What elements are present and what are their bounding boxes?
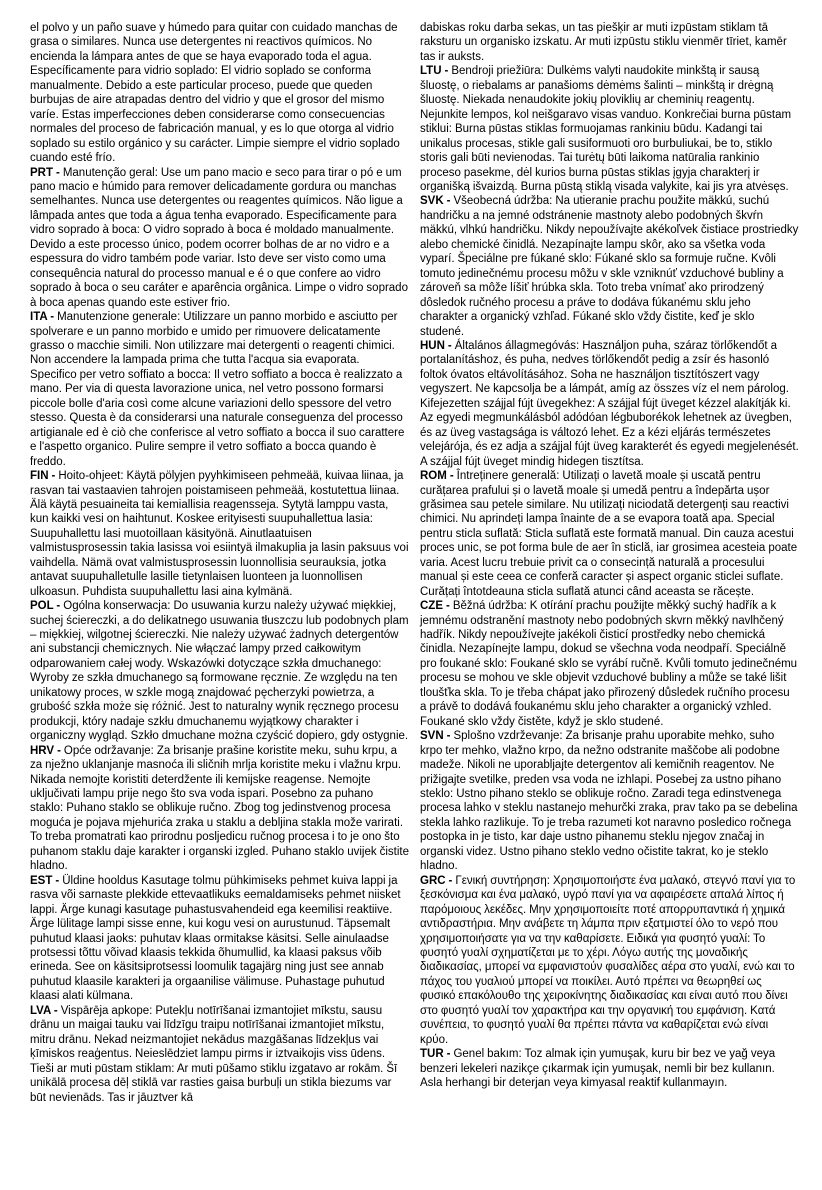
- code-separator: -: [443, 730, 454, 743]
- code-separator: -: [47, 311, 58, 324]
- section-text: Ogólna konserwacja: Do usuwania kurzu należy używać miękkiej, suchej ściereczki, a do delikatnego usuwania tłuszczu lub podobnych plam – miękkiej, wilgotnej ściereczki. Nie należy używać żadnych detergentów ani substancji chemicznych. Nie włączać lampy przed całkowitym odparowaniem całej wody. Wskazówki dotyczące szkła dmuchanego: Wyroby ze szkła dmuchanego są formowane ręcznie. Ze względu na ten unikatowy proces, w szkle mogą znajdować pęcherzyki powietrza, a grubość szkła może się różnić. Jest to naturalny wynik ręcznego procesu produkcji, który nadaje szkłu dmuchanemu wyjątkowy charakter i organiczny wygląd. Szkło dmuchane można czyścić dopiero, gdy ostygnie.: [30, 600, 409, 743]
- section-text: Manutenção geral: Use um pano macio e seco para tirar o pó e um pano macio e húmido para remover delicadamente gordura ou manchas semelhantes. Nunca use detergentes ou reagentes químicos. Não ligue a lâmpada antes que toda a água tenha evaporado. Especificamente para vidro soprado à boca: O vidro soprado à boca é moldado manualmente. Devido a este processo único, podem ocorrer bolhas de ar no vidro e a espessura do vidro também pode variar. Isto deve ser visto como uma consequência natural do processo manual e é o que confere ao vidro soprado à boca o seu caráter e aparência orgânica. Limpe o vidro soprado à boca apenas quando este estiver frio.: [30, 166, 408, 309]
- language-section: [420, 339, 799, 469]
- language-section: [420, 729, 799, 874]
- code-separator: -: [444, 339, 455, 352]
- language-code: SVN: [420, 730, 444, 743]
- code-separator: -: [446, 470, 457, 483]
- code-separator: -: [48, 470, 59, 483]
- language-code: FIN: [30, 470, 49, 483]
- code-separator: -: [445, 874, 456, 887]
- section-text: dabiskas roku darba sekas, un tas piešķir ar muti izpūstam stiklam tā raksturu un organisko izskatu. Ar muti izpūstu stiklu vienmēr tīriet, kamēr tas ir auksts.: [420, 22, 787, 63]
- language-code: SVK: [420, 195, 444, 208]
- language-section: [420, 599, 799, 729]
- code-separator: -: [441, 65, 452, 78]
- language-section: [420, 469, 799, 599]
- code-separator: -: [53, 166, 63, 179]
- language-section: [420, 1047, 799, 1090]
- language-code: POL: [30, 600, 54, 613]
- section-text: Splošno vzdrževanje: Za brisanje prahu uporabite mehko, suho krpo ter mehko, vlažno krpo, da nežno odstranite maščobe ali podobne madeže. Nikoli ne uporabljajte detergentov ali kemičnih reagentov. Ne prižigajte svetilke, preden vsa voda ne izhlapi. Posebej za ustno pihano steklo: Ustno pihano steklo se oblikuje ročno. Zaradi tega edinstvenega procesa lahko v steklu nastanejo mehurčki zraka, prav tako pa se debelina stekla lahko razlikuje. To je treba razumeti kot naravno posledico ročnega postopka in je tisto, kar daje ustno pihanemu steklu njegov značaj in organski videz. Ustno pihano steklo vedno očistite takrat, ko je steklo hladno.: [420, 730, 798, 873]
- language-code: HRV: [30, 744, 55, 757]
- language-code: EST: [30, 874, 53, 887]
- language-code: PRT: [30, 166, 53, 179]
- language-code: HUN: [420, 339, 445, 352]
- language-section: [30, 874, 409, 1004]
- section-text: Întreținere generală: Utilizați o lavetă moale și uscată pentru curățarea prafului și o lavetă moale și umedă pentru a îndepărta ușor grăsimea sau petele similare. Nu utilizați niciodată detergenți sau reactivi chimici. Nu aprindeți lampa înainte de a se evapora toată apa. Special pentru sticla suflată: Sticla suflată este formată manual. Din cauza acestui proces unic, se pot forma bule de aer în sticlă, iar grosimea acesteia poate varia. Acest lucru trebuie privit ca o consecință naturală a procesului manual și este ceea ce conferă caracter și aspect organic sticlei suflate. Curățați întotdeauna sticla suflată atunci când aceasta se răcește.: [420, 470, 798, 598]
- code-separator: -: [443, 195, 454, 208]
- section-text: Üldine hooldus Kasutage tolmu pühkimiseks pehmet kuiva lappi ja rasva või sarnaste plekkide ettevaatlikuks eemaldamiseks pehmet niisket lappi. Ärge kunagi kasutage puhastusvahendeid ega keemilisi reaktiive. Ärge lülitage lampi sisse enne, kui kogu vesi on aurustunud. Täpsemalt puhutud klaasi jaoks: puhutav klaas ormitakse käsitsi. Selle ainulaadse protsessi tõttu võivad klaasis tekkida õhumullid, ka klaasi paksus võib erineda. See on käsitsiprotsessi loomulik tagajärg ning just see annab puhutud klaasile karakteri ja orgaanilise välimuse. Puhastage puhutud klaasi alati külmana.: [30, 874, 401, 1003]
- language-section: [30, 166, 409, 311]
- language-code: ITA: [30, 311, 48, 324]
- text-column-left: [30, 21, 409, 1190]
- text-column-right: [420, 21, 799, 1190]
- section-text: Manutenzione generale: Utilizzare un panno morbido e asciutto per spolverare e un panno morbido e umido per rimuovere delicatamente grasso o macchie simili. Non utilizzare mai detergenti o reagenti chimici. Non accendere la lampada prima che tutta l'acqua sia evaporata. Specifico per vetro soffiato a bocca: Il vetro soffiato a bocca è realizzato a mano. Per via di questa lavorazione unica, nel vetro possono formarsi piccole bolle d'aria così come alcune variazioni dello spessore del vetro stesso. Questa è da considerarsi una naturale conseguenza del processo artigianale ed è ciò che conferisce al vetro soffiato a bocca il suo carattere e l'aspetto organico. Pulire sempre il vetro soffiato a bocca quando è freddo.: [30, 311, 405, 468]
- section-text: Vispārēja apkope: Putekļu notīrīšanai izmantojiet mīkstu, sausu drānu un maigai tauku vai līdzīgu traipu notīrīšanai izmantojiet mīkstu, mitru drānu. Nekad neizmantojiet nekādus mazgāšanas līdzekļus vai ķīmiskos reaģentus. Neieslēdziet lampu pirms ir iztvaikojis viss ūdens. Tieši ar muti pūstam stiklam: Ar muti pūšamo stiklu izgatavo ar rokām. Šī unikālā procesa dēļ stiklā var rasties gaisa burbuļi un stikla biezums var būt nevienāds. Tas ir jāuztver kā: [30, 1004, 398, 1104]
- language-section: [30, 744, 409, 874]
- language-section: [420, 21, 799, 64]
- section-text: Opće održavanje: Za brisanje prašine koristite meku, suhu krpu, a za nježno uklanjanje masnoća ili sličnih mrlja koristite meku i vlažnu krpu. Nikada nemojte koristiti deterdžente ili kemijske reagense. Nemojte uključivati lampu prije nego što sva voda ispari. Posebno za puhano staklo: Puhano staklo se oblikuje ručno. Zbog tog jedinstvenog procesa moguća je pojava mjehurića zraka u staklu a debljina stakla može varirati. To treba promatrati kao prirodnu posljedicu ručnog procesa i to je ono što puhanom staklu daje karakter i organski izgled. Puhano staklo uvijek čistite hladno.: [30, 744, 409, 873]
- language-section: [420, 874, 799, 1047]
- language-section: [420, 64, 799, 194]
- language-code: ROM: [420, 470, 447, 483]
- code-separator: -: [53, 600, 64, 613]
- section-text: Γενική συντήρηση: Χρησιμοποιήστε ένα μαλακό, στεγνό πανί για το ξεσκόνισμα και ένα μαλακό, υγρό πανί για να αφαιρέσετε απαλά λίπος ή παρόμοιους λεκέδες. Μην χρησιμοποιείτε ποτέ απορρυπαντικά ή χημικά αντιδραστήρια. Μην ανάβετε τη λάμπα πριν εξατμιστεί όλο το νερό που χρησιμοποιήσατε για να την καθαρίσετε. Ειδικά για φυσητό γυαλί: Το φυσητό γυαλί σχηματίζεται με το χέρι. Λόγω αυτής της μοναδικής διαδικασίας, μπορεί να εμφανιστούν φυσαλίδες αέρα στο γυαλί, ενώ και το πάχος του γυαλιού μπορεί να ποικίλει. Αυτό πρέπει να θεωρηθεί ως φυσικό επακόλουθο της χειροκίνητης διαδικασίας και είναι αυτό που δίνει στο φυσητό γυαλί τον χαρακτήρα και την οργανική του εμφάνιση. Κατά συνέπεια, το φυσητό γυαλί θα πρέπει πάντα να καθαρίζεται ενώ είναι κρύο.: [420, 874, 796, 1046]
- section-text: Všeobecná údržba: Na utieranie prachu použite mäkkú, suchú handričku a na jemné odstránenie mastnoty alebo podobných škvŕn mäkkú, vlhkú handričku. Nikdy nepoužívajte akékoľvek čistiace prostriedky alebo chemické činidlá. Nezapínajte lampu skôr, ako sa všetka voda vyparí. Špeciálne pre fúkané sklo: Fúkané sklo sa formuje ručne. Kvôli tomuto jedinečnému procesu môžu v skle vzniknúť vzduchové bubliny a zároveň sa môže líšiť hrúbka skla. Toto treba vnímať ako prirodzený dôsledok ručného procesu a práve to dodáva fúkanému sklu jeho charakter a organický vzhľad. Fúkané sklo vždy čistite, keď je sklo studené.: [420, 195, 799, 338]
- language-section: [30, 310, 409, 469]
- code-separator: -: [443, 1048, 454, 1061]
- code-separator: -: [443, 600, 453, 613]
- language-section: [30, 599, 409, 744]
- section-text: Hoito-ohjeet: Käytä pölyjen pyyhkimiseen pehmeää, kuivaa liinaa, ja rasvan tai vastaavien tahrojen poistamiseen pehmeää, kostutettua liinaa. Älä käytä pesuaineita tai kemiallisia reagensseja. Sytytä lamppu vasta, kun kaikki vesi on haihtunut. Koskee erityisesti suupuhallettua lasia: Suupuhallettu lasi muotoillaan käsityönä. Ainutlaatuisen valmistusprosessin takia lasissa voi esiintyä ilmakuplia ja lasin paksuus voi vaihdella. Nämä ovat valmistusprosessin luonnollisia seurauksia, jotka antavat suupuhalletulle lasille tietynlaisen luonteen ja luonnollisen ulkoasun. Puhdista suupuhallettu lasi aina kylmänä.: [30, 470, 409, 598]
- section-text: el polvo y un paño suave y húmedo para quitar con cuidado manchas de grasa o similares. Nunca use detergentes ni reactivos químicos. No encienda la lámpara antes de que se haya evaporado toda el agua. Específicamente para vidrio soplado: El vidrio soplado se conforma manualmente. Debido a este particular proceso, puede que queden burbujas de aire atrapadas dentro del vidrio y que el grosor del mismo varíe. Estas imperfecciones deben considerarse como consecuencias normales del proceso de fabricación manual, y es lo que otorga al vidrio soplado su estilo orgánico y su carácter. Limpie siempre el vidrio soplado cuando esté frío.: [30, 22, 400, 165]
- code-separator: -: [50, 1004, 61, 1017]
- language-code: LVA: [30, 1004, 51, 1017]
- section-text: Általános állagmegóvás: Használjon puha, száraz törlőkendőt a portalanításhoz, és puha, nedves törlőkendőt pedig a zsír és hasonló foltok óvatos eltávolításához. Soha ne használjon tisztítószert vagy vegyszert. Ne kapcsolja be a lámpát, amíg az összes víz el nem párolog. Kifejezetten szájjal fújt üvegekhez: A szájjal fújt üveget kézzel alakítják ki. Az egyedi megmunkálásból adódóan légbuborékok lehetnek az üvegben, és az üveg vastagsága is változó lehet. Ez a kézi eljárás természetes velejárója, és ez adja a szájjal fújt üveg karakterét és egyedi megjelenését. A szájjal fújt üveget mindig hidegen tisztítsa.: [420, 339, 799, 468]
- section-text: Běžná údržba: K otírání prachu použijte měkký suchý hadřík a k jemnému odstranění mastnoty nebo podobných skvrn měkký navlhčený hadřík. Nikdy nepoužívejte jakékoli čisticí prostředky nebo chemická činidla. Nezapínejte lampu, dokud se všechna voda neodpaří. Speciálně pro foukané sklo: Foukané sklo se vyrábí ručně. Kvůli tomuto jedinečnému procesu se mohou ve skle objevit vzduchové bubliny a může se také lišit tloušťka skla. To je třeba chápat jako přirozený důsledek ručního procesu a právě to dodává foukanému sklu jeho charakter a organický vzhled. Foukané sklo vždy čistěte, když je sklo studené.: [420, 600, 798, 728]
- code-separator: -: [54, 744, 64, 757]
- language-section: [30, 21, 409, 166]
- language-code: LTU: [420, 65, 442, 78]
- language-section: [420, 194, 799, 339]
- section-text: Genel bakım: Toz almak için yumuşak, kuru bir bez ve yağ veya benzeri lekeleri nazikçe çıkarmak için yumuşak, nemli bir bez kullanın. Asla herhangi bir deterjan veya kimyasal reaktif kullanmayın.: [420, 1048, 776, 1090]
- language-code: CZE: [420, 600, 443, 613]
- language-code: GRC: [420, 874, 446, 887]
- language-code: TUR: [420, 1048, 444, 1061]
- language-section: [30, 469, 409, 599]
- code-separator: -: [52, 874, 63, 887]
- language-section: [30, 1004, 409, 1105]
- section-text: Bendroji priežiūra: Dulkėms valyti naudokite minkštą ir sausą šluostę, o riebalams ar panašioms dėmėms šalinti – minkštą ir drėgną šluostę. Niekada nenaudokite jokių ploviklių ar cheminių reagentų. Nejunkite lempos, kol neišgaravo visas vanduo. Konkrečiai burna pūstam stiklui: Burna pūstas stiklas formuojamas rankiniu būdu. Kadangi tai unikalus procesas, stikle gali susiformuoti oro burbuliukai, be to, stiklo storis gali būti nevienodas. Tai turėtų būti laikoma natūralia rankinio proceso pasekme, dėl kurios burna pūstas stiklas įgyja charakterį ir organišką išvaizdą. Burna pūstą stiklą visada valykite, kai jis yra atvėsęs.: [420, 65, 792, 193]
